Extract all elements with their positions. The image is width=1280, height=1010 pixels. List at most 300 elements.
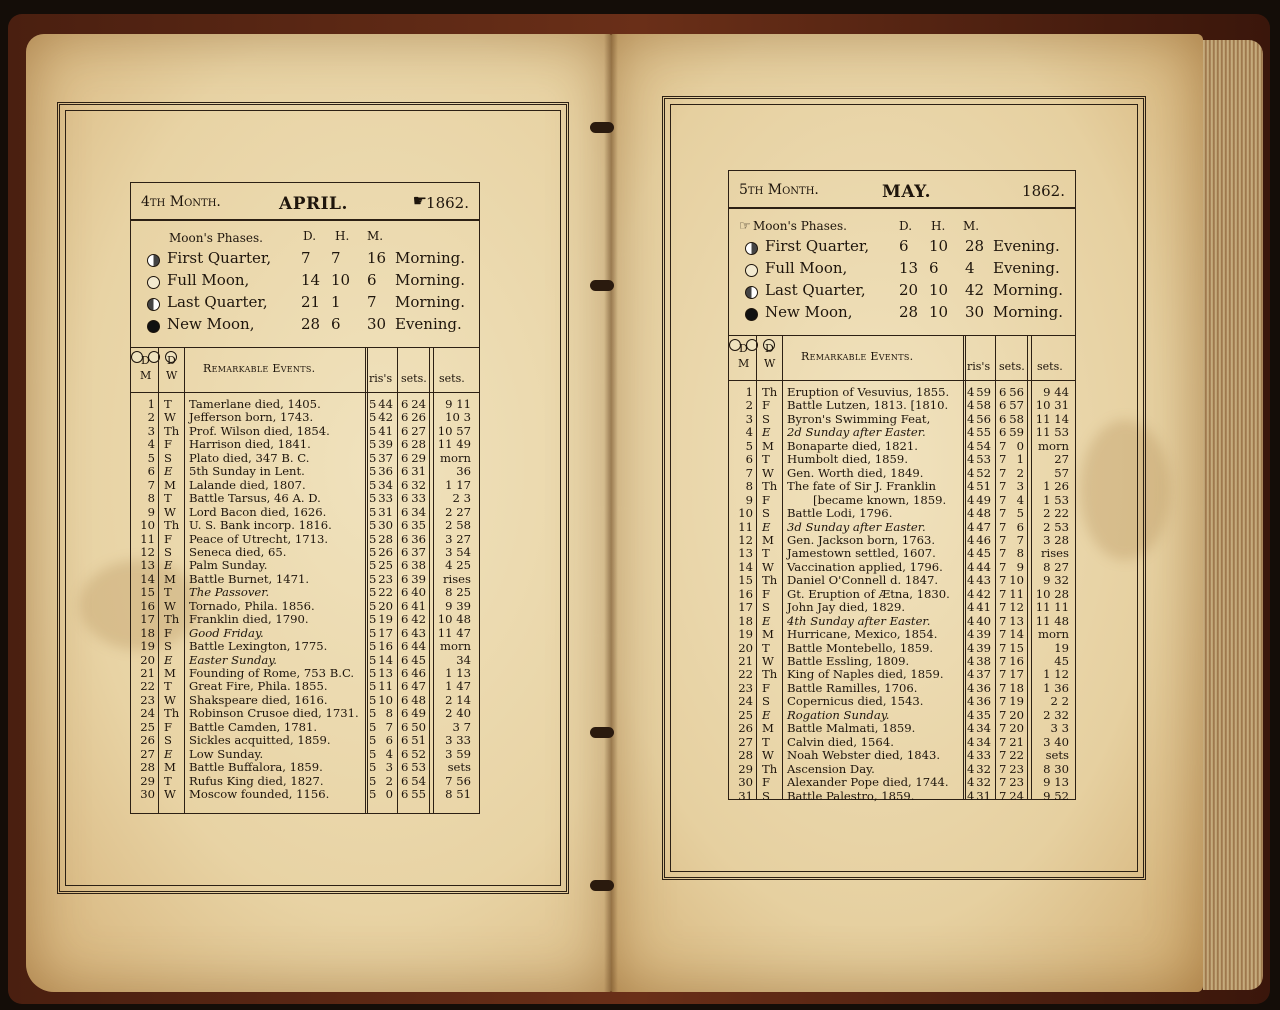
sunrise-hour: 5 <box>369 423 377 438</box>
sunrise-hour: 5 <box>369 652 377 667</box>
sunset-minute: 24 <box>1009 788 1024 803</box>
day-of-month: 2 <box>745 398 753 413</box>
moon-phase-icon <box>745 286 758 299</box>
sunset-minute: 23 <box>1009 775 1024 790</box>
sunrise-hour: 5 <box>369 585 377 600</box>
calendar-row <box>131 680 479 694</box>
event-text: Copernicus died, 1543. <box>787 694 924 709</box>
sunrise-hour: 4 <box>967 748 975 763</box>
sunrise-minute: 45 <box>976 546 991 561</box>
sunset-hour: 7 <box>999 492 1007 507</box>
phase-hour: 6 <box>929 259 939 277</box>
phase-hour: 10 <box>929 303 949 321</box>
day-of-month: 21 <box>738 654 753 668</box>
sunset-minute: 15 <box>1009 640 1024 655</box>
sunset-minute: 45 <box>411 652 426 667</box>
sunset-minute: 20 <box>1009 721 1024 736</box>
day-of-week: S <box>762 506 770 521</box>
sunrise-minute: 47 <box>976 519 991 534</box>
sunrise-minute: 33 <box>976 748 991 763</box>
sunrise-hour: 4 <box>967 613 975 628</box>
sunrise-minute: 36 <box>378 464 393 479</box>
event-text: Battle Essling, 1809. <box>787 654 910 668</box>
sunrise-minute: 53 <box>976 452 991 467</box>
phase-day: 20 <box>899 281 919 299</box>
sunset-minute: 12 <box>1009 600 1024 615</box>
sunrise-hour: 5 <box>369 437 377 452</box>
sunrise-hour: 4 <box>967 519 975 534</box>
sunset-minute: 3 <box>1016 479 1024 494</box>
day-of-week: F <box>762 398 771 413</box>
sunrise-hour: 5 <box>369 612 377 627</box>
day-of-month: 27 <box>738 734 753 749</box>
day-of-month: 11 <box>738 519 753 534</box>
sunset-minute: 18 <box>1009 680 1024 695</box>
day-of-week: E <box>164 558 173 573</box>
sunset-hour: 7 <box>999 506 1007 521</box>
sunset-minute: 19 <box>1009 694 1024 709</box>
sunrise-hour: 4 <box>967 506 975 521</box>
event-text: 4th Sunday after Easter. <box>787 613 931 628</box>
sunset-hour: 6 <box>401 423 409 438</box>
phase-day: 13 <box>899 259 919 277</box>
phase-time-of-day: Morning. <box>395 249 466 267</box>
day-of-month: 24 <box>738 694 753 709</box>
sunset-hour: 7 <box>999 586 1007 601</box>
sunset-minute: 44 <box>411 639 426 654</box>
book-gutter <box>604 34 618 992</box>
moon-set-time: rises <box>442 571 471 586</box>
day-of-week: T <box>164 585 172 600</box>
col-header-dm: M <box>738 357 750 370</box>
moon-set-time: 8 27 <box>1043 559 1069 574</box>
day-of-week: Th <box>762 385 778 399</box>
phase-day: 28 <box>301 315 321 333</box>
sunset-hour: 7 <box>999 707 1007 722</box>
day-of-month: 15 <box>738 573 753 588</box>
event-text: Calvin died, 1564. <box>787 734 894 749</box>
day-of-month: 16 <box>140 598 155 613</box>
sunrise-minute: 34 <box>976 721 991 736</box>
moon-set-time: 11 14 <box>1035 411 1069 426</box>
sunrise-hour: 4 <box>967 721 975 736</box>
event-text: 3d Sunday after Easter. <box>787 519 926 534</box>
calendar-row <box>131 546 479 560</box>
calendar-row <box>729 574 1075 588</box>
calendar-row <box>729 547 1075 561</box>
day-of-week: W <box>762 748 774 763</box>
moon-set-time: 1 13 <box>445 666 471 680</box>
may-events-table <box>729 335 1075 803</box>
event-text: Lalande died, 1807. <box>189 477 306 492</box>
day-of-week: S <box>762 694 770 709</box>
phase-time-of-day: Evening. <box>395 315 462 333</box>
event-text: Battle Buffalora, 1859. <box>189 760 323 775</box>
moon-phase-icon <box>745 242 758 255</box>
moon-set-time: 3 59 <box>445 746 471 761</box>
sunset-hour: 6 <box>401 450 409 465</box>
phase-day: 7 <box>301 249 311 267</box>
sunset-hour: 6 <box>401 773 409 788</box>
calendar-row <box>729 695 1075 709</box>
sunset-minute: 58 <box>1009 411 1024 426</box>
day-of-month: 1 <box>745 385 753 399</box>
phase-minute: 30 <box>965 303 985 321</box>
phase-day: 6 <box>899 237 909 255</box>
event-text: Battle Ramilles, 1706. <box>787 680 918 695</box>
sunset-hour: 7 <box>999 532 1007 547</box>
moon-set-time: 2 27 <box>445 504 471 519</box>
day-of-month: 18 <box>140 625 155 640</box>
sunrise-minute: 17 <box>378 625 393 640</box>
sunset-minute: 37 <box>411 544 426 559</box>
phase-minute: 6 <box>367 271 377 289</box>
event-text: Battle Palestro, 1859. <box>787 788 915 803</box>
moon-phase-icon <box>147 254 160 267</box>
moon-set-time: 3 3 <box>1050 721 1069 736</box>
day-of-week: M <box>762 627 774 642</box>
sunrise-hour: 4 <box>967 600 975 615</box>
sunrise-hour: 5 <box>369 571 377 586</box>
moon-set-time: 9 11 <box>445 397 471 411</box>
sunrise-minute: 43 <box>976 573 991 588</box>
moon-set-time: 2 40 <box>445 706 471 721</box>
day-of-week: F <box>762 680 771 695</box>
phase-day: 21 <box>301 293 321 311</box>
calendar-row <box>729 722 1075 736</box>
sunrise-minute: 41 <box>378 423 393 438</box>
sunrise-hour: 4 <box>967 465 975 480</box>
col-header-dw: D <box>765 342 774 355</box>
sunrise-minute: 13 <box>378 666 393 680</box>
day-of-month: 4 <box>147 437 155 452</box>
day-of-week: Th <box>164 612 180 627</box>
phase-time-of-day: Morning. <box>395 293 466 311</box>
event-text: Moscow founded, 1156. <box>189 787 330 802</box>
event-text: Noah Webster died, 1843. <box>787 748 941 763</box>
calendar-row <box>729 426 1075 440</box>
day-of-month: 19 <box>140 639 155 654</box>
sunset-hour: 6 <box>401 787 409 802</box>
sunset-minute: 35 <box>411 518 426 533</box>
day-of-week: Th <box>762 573 778 588</box>
day-of-month: 31 <box>738 788 753 803</box>
calendar-row <box>729 453 1075 467</box>
sunrise-hour: 5 <box>369 760 377 775</box>
sunset-hour: 7 <box>999 519 1007 534</box>
moon-set-time: 10 28 <box>1035 586 1069 601</box>
april-events-table <box>131 347 479 813</box>
event-text: Gen. Worth died, 1849. <box>787 465 924 480</box>
col-header-moonset: sets. <box>1037 360 1063 373</box>
day-of-week: E <box>762 425 771 440</box>
event-text: Rogation Sunday. <box>787 707 890 722</box>
hand-pointer-icon: ☞ <box>739 219 751 234</box>
sunset-hour: 7 <box>999 465 1007 480</box>
sunrise-minute: 56 <box>976 411 991 426</box>
phase-name: Full Moon, <box>167 271 250 289</box>
day-of-week: M <box>762 721 774 736</box>
event-text: The fate of Sir J. Franklin <box>787 479 936 494</box>
sunset-hour: 7 <box>999 640 1007 655</box>
day-of-week: E <box>164 746 173 761</box>
sunrise-hour: 4 <box>967 667 975 682</box>
day-of-month: 27 <box>140 746 155 761</box>
sunset-hour: 6 <box>401 491 409 506</box>
sunrise-minute: 49 <box>976 492 991 507</box>
calendar-row <box>131 613 479 627</box>
phase-minute: 28 <box>965 237 985 255</box>
moon-set-time: 36 <box>456 464 471 479</box>
sunset-minute: 27 <box>411 423 426 438</box>
moon-set-time: 10 57 <box>437 423 471 438</box>
day-of-month: 28 <box>140 760 155 775</box>
sunset-minute: 41 <box>411 598 426 613</box>
calendar-row <box>131 640 479 654</box>
sunset-minute: 51 <box>411 733 426 748</box>
day-of-month: 30 <box>140 787 155 802</box>
event-text: Battle Tarsus, 46 A. D. <box>189 491 321 506</box>
sunrise-minute: 32 <box>976 761 991 776</box>
day-of-month: 10 <box>140 518 155 533</box>
sunrise-minute: 37 <box>378 450 393 465</box>
sunset-minute: 56 <box>1009 385 1024 399</box>
event-text: Seneca died, 65. <box>189 544 287 559</box>
sunset-minute: 39 <box>411 571 426 586</box>
sunset-minute: 21 <box>1009 734 1024 749</box>
sunset-minute: 43 <box>411 625 426 640</box>
moon-phase-row <box>729 259 1075 281</box>
day-of-month: 23 <box>140 692 155 707</box>
sunrise-minute: 42 <box>976 586 991 601</box>
day-of-month: 7 <box>745 465 753 480</box>
phase-hour: 10 <box>929 237 949 255</box>
sunrise-minute: 6 <box>385 733 393 748</box>
phase-minute: 7 <box>367 293 377 311</box>
calendar-row <box>131 492 479 506</box>
sunrise-hour: 5 <box>369 397 377 411</box>
sunrise-minute: 31 <box>378 504 393 519</box>
sunset-hour: 7 <box>999 438 1007 453</box>
sunrise-minute: 36 <box>976 694 991 709</box>
phase-name: First Quarter, <box>167 249 272 267</box>
moon-set-time: rises <box>1040 546 1069 561</box>
phase-name: Full Moon, <box>765 259 848 277</box>
sunrise-hour: 5 <box>369 464 377 479</box>
day-of-week: Th <box>164 423 180 438</box>
moon-set-time: sets <box>447 760 471 775</box>
sunset-minute: 55 <box>411 787 426 802</box>
sunrise-hour: 5 <box>369 410 377 425</box>
sunrise-minute: 0 <box>385 787 393 802</box>
sunset-hour: 7 <box>999 761 1007 776</box>
moon-set-time: 1 53 <box>1043 492 1069 507</box>
col-header-dw: W <box>166 369 178 382</box>
phase-hour: 10 <box>331 271 351 289</box>
event-text: Tamerlane died, 1405. <box>189 397 321 411</box>
sunset-hour: 7 <box>999 748 1007 763</box>
day-of-week: T <box>762 546 770 561</box>
moon-set-time: 8 51 <box>445 787 471 802</box>
sunset-hour: 7 <box>999 721 1007 736</box>
calendar-row <box>131 707 479 721</box>
sunrise-hour: 4 <box>967 640 975 655</box>
event-text: King of Naples died, 1859. <box>787 667 944 682</box>
sunrise-minute: 42 <box>378 410 393 425</box>
moon-set-time: 4 25 <box>445 558 471 573</box>
moon-set-time: 10 48 <box>437 612 471 627</box>
event-text: Harrison died, 1841. <box>189 437 311 452</box>
binding-stitch <box>590 280 614 291</box>
day-of-month: 3 <box>745 411 753 426</box>
sunset-minute: 42 <box>411 612 426 627</box>
sunset-minute: 6 <box>1016 519 1024 534</box>
sunrise-minute: 20 <box>378 598 393 613</box>
day-of-month: 5 <box>147 450 155 465</box>
sunset-hour: 6 <box>999 398 1007 413</box>
sunrise-minute: 22 <box>378 585 393 600</box>
event-text: Founding of Rome, 753 B.C. <box>189 666 355 680</box>
phase-name: New Moon, <box>765 303 853 321</box>
sunset-minute: 48 <box>411 692 426 707</box>
sunrise-minute: 11 <box>378 679 393 694</box>
day-of-week: W <box>164 598 176 613</box>
page-edges <box>1203 40 1263 990</box>
calendar-row <box>729 790 1075 804</box>
calendar-row <box>131 533 479 547</box>
event-text: Good Friday. <box>189 625 264 640</box>
day-of-week: F <box>762 586 771 601</box>
day-of-week: T <box>762 640 770 655</box>
sunrise-hour: 4 <box>967 546 975 561</box>
col-header-dm: M <box>140 369 152 382</box>
sunrise-minute: 37 <box>976 667 991 682</box>
col-header-sunrise: ris's <box>967 360 991 373</box>
phase-minute: 16 <box>367 249 387 267</box>
event-text: Lord Bacon died, 1626. <box>189 504 327 519</box>
event-text: Battle Burnet, 1471. <box>189 571 310 586</box>
moon-phase-row <box>131 315 479 337</box>
day-of-month: 28 <box>738 748 753 763</box>
event-text: Daniel O'Connell d. 1847. <box>787 573 939 588</box>
day-of-week: S <box>164 639 172 654</box>
sunset-hour: 6 <box>401 639 409 654</box>
day-of-week: S <box>762 788 770 803</box>
event-text: Byron's Swimming Feat, <box>787 411 931 426</box>
day-of-month: 22 <box>738 667 753 682</box>
sunset-minute: 28 <box>411 437 426 452</box>
event-text: Eruption of Vesuvius, 1855. <box>787 385 950 399</box>
sunrise-hour: 4 <box>967 411 975 426</box>
sunset-hour: 6 <box>401 531 409 546</box>
sunrise-minute: 34 <box>378 477 393 492</box>
event-text: U. S. Bank incorp. 1816. <box>189 518 332 533</box>
day-of-month: 26 <box>738 721 753 736</box>
april-calendar <box>130 182 480 814</box>
event-text: 2d Sunday after Easter. <box>787 425 926 440</box>
day-of-month: 13 <box>738 546 753 561</box>
sunrise-minute: 39 <box>976 640 991 655</box>
day-of-month: 8 <box>745 479 753 494</box>
sunset-hour: 7 <box>999 694 1007 709</box>
month-number: 4th Month. <box>141 194 221 210</box>
col-header-dw: D <box>167 354 176 367</box>
moon-set-time: morn <box>1038 627 1069 642</box>
event-text: Gen. Jackson born, 1763. <box>787 532 936 547</box>
moon-set-time: 1 12 <box>1043 667 1069 682</box>
calendar-row <box>131 586 479 600</box>
day-of-month: 21 <box>140 666 155 680</box>
moon-set-time: 2 14 <box>445 692 471 707</box>
moon-set-time: 11 53 <box>1035 425 1069 440</box>
sunset-minute: 57 <box>1009 398 1024 413</box>
sunset-hour: 6 <box>401 598 409 613</box>
phase-name: Last Quarter, <box>765 281 866 299</box>
event-text: Gt. Eruption of Ætna, 1830. <box>787 586 950 601</box>
col-header-dm: D <box>739 342 748 355</box>
april-header <box>131 183 479 221</box>
sunrise-minute: 59 <box>976 385 991 399</box>
day-of-month: 12 <box>140 544 155 559</box>
sunrise-minute: 48 <box>976 506 991 521</box>
sunset-hour: 6 <box>401 692 409 707</box>
sunset-hour: 6 <box>401 706 409 721</box>
day-of-week: T <box>164 679 172 694</box>
sunrise-hour: 4 <box>967 586 975 601</box>
day-of-week: E <box>762 613 771 628</box>
moon-set-time: 8 30 <box>1043 761 1069 776</box>
sunrise-hour: 4 <box>967 627 975 642</box>
sunrise-hour: 4 <box>967 559 975 574</box>
sunrise-hour: 4 <box>967 398 975 413</box>
phases-label: Moon's Phases. <box>753 219 847 233</box>
calendar-row <box>729 601 1075 615</box>
moon-set-time: 8 25 <box>445 585 471 600</box>
sunrise-hour: 4 <box>967 761 975 776</box>
phase-time-of-day: Evening. <box>993 237 1060 255</box>
phase-name: Last Quarter, <box>167 293 268 311</box>
day-of-week: S <box>164 544 172 559</box>
may-calendar <box>728 170 1076 803</box>
sunrise-hour: 5 <box>369 746 377 761</box>
sunrise-minute: 7 <box>385 719 393 734</box>
day-of-month: 1 <box>147 397 155 411</box>
day-of-week: M <box>164 477 176 492</box>
sunset-minute: 53 <box>411 760 426 775</box>
phases-d-header: D. <box>303 229 317 243</box>
event-text: Sickles acquitted, 1859. <box>189 733 331 748</box>
sunrise-minute: 32 <box>976 775 991 790</box>
sunrise-hour: 5 <box>369 773 377 788</box>
sunset-hour: 6 <box>999 385 1007 399</box>
phases-d-header: D. <box>899 219 913 233</box>
event-text: Battle Camden, 1781. <box>189 719 318 734</box>
sunrise-minute: 44 <box>378 397 393 411</box>
day-of-month: 15 <box>140 585 155 600</box>
phases-m-header: M. <box>367 229 384 243</box>
day-of-week: F <box>762 492 771 507</box>
moon-set-time: 2 22 <box>1043 506 1069 521</box>
sunrise-hour: 4 <box>967 654 975 668</box>
day-of-month: 11 <box>140 531 155 546</box>
moon-phase-row <box>131 249 479 271</box>
sunset-hour: 7 <box>999 667 1007 682</box>
event-text: Franklin died, 1790. <box>189 612 309 627</box>
sunset-minute: 34 <box>411 504 426 519</box>
sunset-hour: 6 <box>999 425 1007 440</box>
sunrise-minute: 39 <box>976 627 991 642</box>
day-of-week: S <box>762 411 770 426</box>
